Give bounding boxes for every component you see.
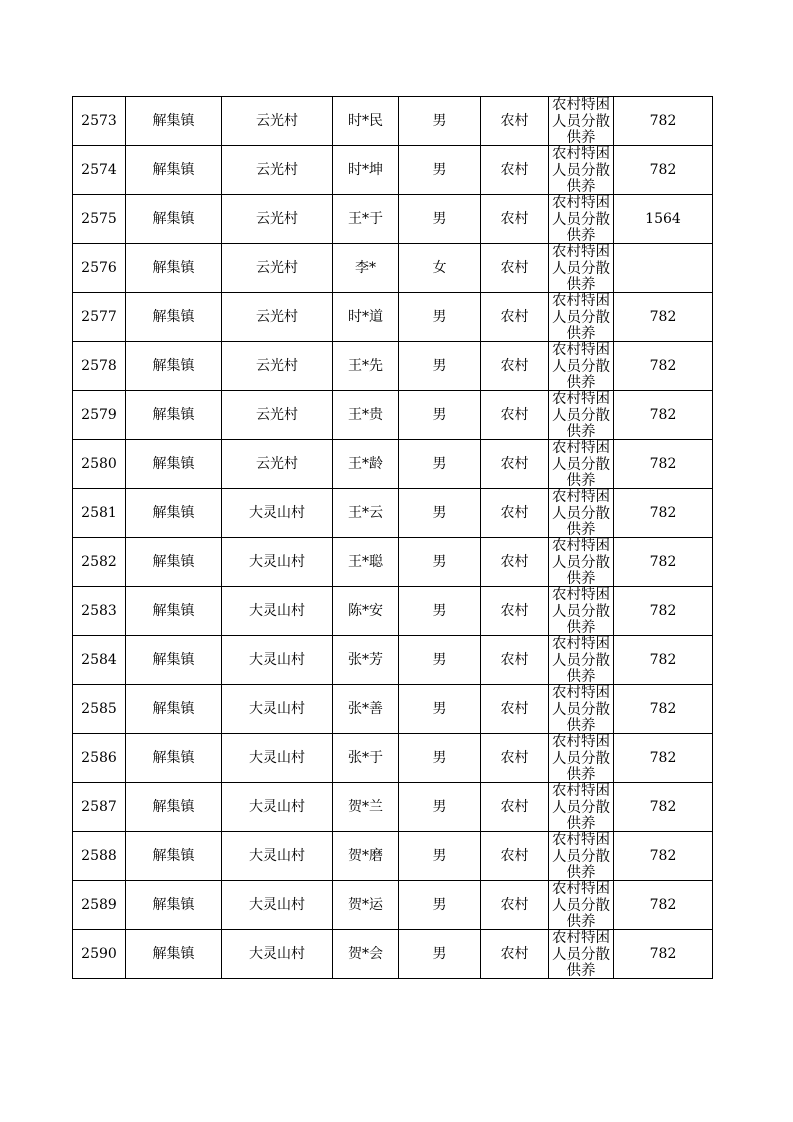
town-cell: 解集镇: [126, 930, 222, 979]
serial-number-cell: 2580: [73, 440, 126, 489]
table-row: [73, 97, 713, 146]
amount-cell: 782: [614, 930, 713, 979]
town-cell: 解集镇: [126, 440, 222, 489]
table-row: [73, 832, 713, 881]
town-cell: 解集镇: [126, 685, 222, 734]
serial-number-cell: 2589: [73, 881, 126, 930]
town-cell: 解集镇: [126, 342, 222, 391]
area-type-cell: 农村: [481, 783, 549, 832]
assistance-category-cell: [549, 832, 614, 881]
assistance-category-text: 农村特困人员分散供养: [552, 685, 610, 733]
person-name-cell: 王*贵: [333, 391, 399, 440]
person-name-cell: 李*: [333, 244, 399, 293]
amount-cell: 782: [614, 734, 713, 783]
assistance-category-text: 农村特困人员分散供养: [552, 195, 610, 243]
gender-cell: 男: [399, 930, 481, 979]
gender-cell: 男: [399, 636, 481, 685]
assistance-category-cell: [549, 587, 614, 636]
serial-number-cell: 2586: [73, 734, 126, 783]
table-row: [73, 342, 713, 391]
serial-number-cell: 2575: [73, 195, 126, 244]
town-cell: 解集镇: [126, 538, 222, 587]
amount-cell: 782: [614, 587, 713, 636]
gender-cell: 男: [399, 685, 481, 734]
area-type-cell: 农村: [481, 293, 549, 342]
gender-cell: 男: [399, 783, 481, 832]
serial-number-cell: 2590: [73, 930, 126, 979]
table-row: [73, 734, 713, 783]
gender-cell: 男: [399, 146, 481, 195]
table-row: [73, 587, 713, 636]
village-cell: 云光村: [222, 146, 333, 195]
table-row: [73, 293, 713, 342]
town-cell: 解集镇: [126, 293, 222, 342]
person-name-cell: 王*聪: [333, 538, 399, 587]
amount-cell: 782: [614, 636, 713, 685]
person-name-cell: 贺*磨: [333, 832, 399, 881]
village-cell: 大灵山村: [222, 685, 333, 734]
assistance-category-text: 农村特困人员分散供养: [552, 293, 610, 341]
town-cell: 解集镇: [126, 734, 222, 783]
village-cell: 云光村: [222, 342, 333, 391]
table-row: [73, 489, 713, 538]
assistance-category-cell: [549, 489, 614, 538]
serial-number-cell: 2587: [73, 783, 126, 832]
area-type-cell: 农村: [481, 146, 549, 195]
person-name-cell: 时*道: [333, 293, 399, 342]
town-cell: 解集镇: [126, 636, 222, 685]
amount-cell: 782: [614, 146, 713, 195]
town-cell: 解集镇: [126, 146, 222, 195]
village-cell: 大灵山村: [222, 881, 333, 930]
table-row: [73, 636, 713, 685]
village-cell: 云光村: [222, 97, 333, 146]
assistance-category-cell: [549, 342, 614, 391]
serial-number-cell: 2579: [73, 391, 126, 440]
village-cell: 大灵山村: [222, 930, 333, 979]
table-row: [73, 685, 713, 734]
town-cell: 解集镇: [126, 391, 222, 440]
area-type-cell: 农村: [481, 538, 549, 587]
amount-cell: 782: [614, 685, 713, 734]
gender-cell: 男: [399, 342, 481, 391]
person-name-cell: 陈*安: [333, 587, 399, 636]
area-type-cell: 农村: [481, 685, 549, 734]
town-cell: 解集镇: [126, 244, 222, 293]
area-type-cell: 农村: [481, 636, 549, 685]
assistance-category-cell: [549, 293, 614, 342]
assistance-category-cell: [549, 391, 614, 440]
village-cell: 云光村: [222, 195, 333, 244]
assistance-category-text: 农村特困人员分散供养: [552, 636, 610, 684]
assistance-category-text: 农村特困人员分散供养: [552, 538, 610, 586]
assistance-category-cell: [549, 538, 614, 587]
town-cell: 解集镇: [126, 489, 222, 538]
serial-number-cell: 2574: [73, 146, 126, 195]
amount-cell: [614, 244, 713, 293]
table-row: [73, 146, 713, 195]
village-cell: 云光村: [222, 244, 333, 293]
area-type-cell: 农村: [481, 440, 549, 489]
village-cell: 大灵山村: [222, 832, 333, 881]
area-type-cell: 农村: [481, 244, 549, 293]
serial-number-cell: 2581: [73, 489, 126, 538]
town-cell: 解集镇: [126, 881, 222, 930]
assistance-category-cell: [549, 930, 614, 979]
person-name-cell: 张*芳: [333, 636, 399, 685]
person-name-cell: 贺*兰: [333, 783, 399, 832]
table-row: [73, 195, 713, 244]
gender-cell: 男: [399, 538, 481, 587]
person-name-cell: 王*于: [333, 195, 399, 244]
assistance-category-cell: [549, 440, 614, 489]
assistance-category-text: 农村特困人员分散供养: [552, 587, 610, 635]
serial-number-cell: 2577: [73, 293, 126, 342]
assistance-category-text: 农村特困人员分散供养: [552, 146, 610, 194]
table-row: [73, 930, 713, 979]
serial-number-cell: 2582: [73, 538, 126, 587]
gender-cell: 男: [399, 489, 481, 538]
town-cell: 解集镇: [126, 587, 222, 636]
assistance-category-cell: [549, 685, 614, 734]
gender-cell: 男: [399, 881, 481, 930]
amount-cell: 782: [614, 97, 713, 146]
town-cell: 解集镇: [126, 832, 222, 881]
person-name-cell: 时*民: [333, 97, 399, 146]
area-type-cell: 农村: [481, 391, 549, 440]
assistance-category-text: 农村特困人员分散供养: [552, 97, 610, 145]
village-cell: 大灵山村: [222, 538, 333, 587]
assistance-category-cell: [549, 783, 614, 832]
assistance-category-cell: [549, 734, 614, 783]
person-name-cell: 张*善: [333, 685, 399, 734]
village-cell: 云光村: [222, 293, 333, 342]
serial-number-cell: 2585: [73, 685, 126, 734]
village-cell: 大灵山村: [222, 489, 333, 538]
person-name-cell: 时*坤: [333, 146, 399, 195]
amount-cell: 782: [614, 440, 713, 489]
serial-number-cell: 2576: [73, 244, 126, 293]
gender-cell: 男: [399, 587, 481, 636]
area-type-cell: 农村: [481, 930, 549, 979]
amount-cell: 782: [614, 391, 713, 440]
area-type-cell: 农村: [481, 342, 549, 391]
amount-cell: 782: [614, 783, 713, 832]
area-type-cell: 农村: [481, 489, 549, 538]
village-cell: 大灵山村: [222, 587, 333, 636]
village-cell: 云光村: [222, 440, 333, 489]
assistance-table: [72, 96, 713, 979]
serial-number-cell: 2573: [73, 97, 126, 146]
area-type-cell: 农村: [481, 195, 549, 244]
assistance-category-text: 农村特困人员分散供养: [552, 391, 610, 439]
town-cell: 解集镇: [126, 195, 222, 244]
amount-cell: 782: [614, 832, 713, 881]
assistance-category-text: 农村特困人员分散供养: [552, 881, 610, 929]
table-row: [73, 244, 713, 293]
assistance-category-text: 农村特困人员分散供养: [552, 783, 610, 831]
serial-number-cell: 2588: [73, 832, 126, 881]
assistance-category-cell: [549, 881, 614, 930]
person-name-cell: 王*云: [333, 489, 399, 538]
gender-cell: 男: [399, 195, 481, 244]
table-row: [73, 783, 713, 832]
person-name-cell: 贺*会: [333, 930, 399, 979]
assistance-category-cell: [549, 244, 614, 293]
area-type-cell: 农村: [481, 734, 549, 783]
serial-number-cell: 2583: [73, 587, 126, 636]
person-name-cell: 王*先: [333, 342, 399, 391]
assistance-category-cell: [549, 97, 614, 146]
gender-cell: 男: [399, 734, 481, 783]
person-name-cell: 贺*运: [333, 881, 399, 930]
amount-cell: 782: [614, 489, 713, 538]
assistance-category-cell: [549, 195, 614, 244]
assistance-category-text: 农村特困人员分散供养: [552, 930, 610, 978]
table-row: [73, 538, 713, 587]
assistance-category-text: 农村特困人员分散供养: [552, 342, 610, 390]
town-cell: 解集镇: [126, 97, 222, 146]
gender-cell: 男: [399, 440, 481, 489]
assistance-category-text: 农村特困人员分散供养: [552, 440, 610, 488]
town-cell: 解集镇: [126, 783, 222, 832]
amount-cell: 1564: [614, 195, 713, 244]
amount-cell: 782: [614, 293, 713, 342]
table-row: [73, 440, 713, 489]
table-row: [73, 391, 713, 440]
amount-cell: 782: [614, 881, 713, 930]
assistance-category-cell: [549, 146, 614, 195]
gender-cell: 男: [399, 97, 481, 146]
area-type-cell: 农村: [481, 832, 549, 881]
amount-cell: 782: [614, 538, 713, 587]
person-name-cell: 王*龄: [333, 440, 399, 489]
village-cell: 大灵山村: [222, 636, 333, 685]
assistance-category-text: 农村特困人员分散供养: [552, 489, 610, 537]
area-type-cell: 农村: [481, 587, 549, 636]
serial-number-cell: 2584: [73, 636, 126, 685]
village-cell: 大灵山村: [222, 783, 333, 832]
gender-cell: 女: [399, 244, 481, 293]
serial-number-cell: 2578: [73, 342, 126, 391]
assistance-category-text: 农村特困人员分散供养: [552, 832, 610, 880]
gender-cell: 男: [399, 832, 481, 881]
area-type-cell: 农村: [481, 97, 549, 146]
village-cell: 云光村: [222, 391, 333, 440]
amount-cell: 782: [614, 342, 713, 391]
village-cell: 大灵山村: [222, 734, 333, 783]
gender-cell: 男: [399, 391, 481, 440]
person-name-cell: 张*于: [333, 734, 399, 783]
table-body: [73, 97, 713, 979]
table-row: [73, 881, 713, 930]
assistance-category-cell: [549, 636, 614, 685]
area-type-cell: 农村: [481, 881, 549, 930]
gender-cell: 男: [399, 293, 481, 342]
assistance-category-text: 农村特困人员分散供养: [552, 734, 610, 782]
assistance-category-text: 农村特困人员分散供养: [552, 244, 610, 292]
